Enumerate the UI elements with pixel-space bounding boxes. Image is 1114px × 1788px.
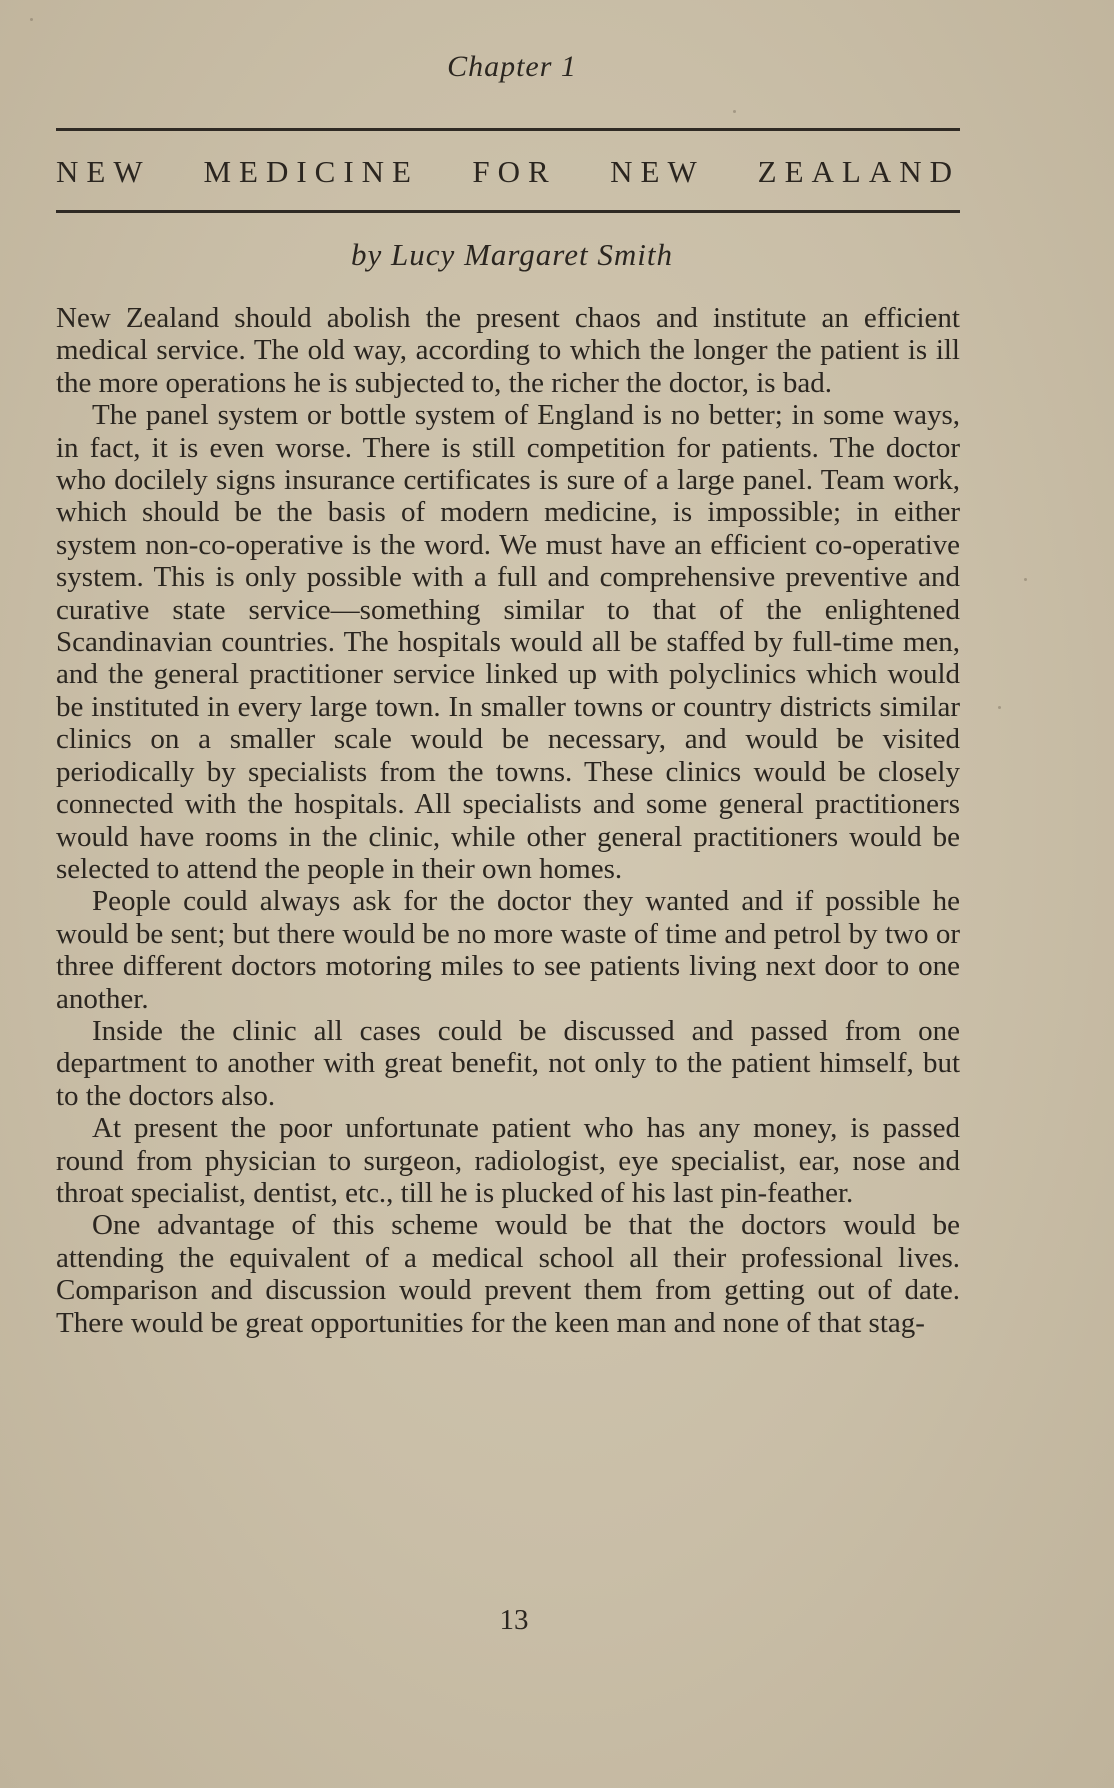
paragraph: Inside the clinic all cases could be discussed and passed from one department to another with great benefit, not only to the patient himself, but to the doctors also. (56, 1014, 960, 1112)
chapter-heading: Chapter 1 (447, 50, 577, 83)
title-rule-top (56, 128, 960, 131)
paragraph: The panel system or bottle system of England is no better; in some ways, in fact, it is even worse. There is still competition for patients. The doctor who docilely signs insurance certificates is sure of a large panel. Team work, which should be the basis of modern medicine, is impossible; in either system non-co-operative is the word. We must have an efficient co-operative system. This is only possible with a full and comprehensive preventive and curative state service—something similar to that of the enlightened Scandinavian countries. The hospitals would all be staffed by full-time men, and the general practitioner service linked up with polyclinics which would be instituted in every large town. In smaller towns or country districts similar clinics on a smaller scale would be necessary, and would be visited periodically by specialists from the towns. These clinics would be closely connected with the hospitals. All specialists and some general practitioners would have rooms in the clinic, while other general practitioners would be selected to attend the people in their own homes. (56, 399, 960, 885)
paragraph: One advantage of this scheme would be that the doctors would be attending the equivalent of a medical school all their professional lives. Comparison and discussion would prevent them from getting out of date. There would be great opportunities for the keen man and none of that stag- (56, 1209, 960, 1339)
paper-speck (998, 706, 1001, 709)
paragraph: New Zealand should abolish the present chaos and institute an efficient medical service. The old way, according to which the longer the patient is ill the more operations he is subjected to, the richer the doctor, is bad. (56, 302, 960, 399)
paper-speck (733, 110, 736, 113)
paper-speck (30, 18, 33, 21)
paragraph: At present the poor unfortunate patient who has any money, is passed round from physician to surgeon, radiologist, eye specialist, ear, nose and throat specialist, dentist, etc., till he is plucked of his last pin-feather. (56, 1112, 960, 1209)
article-body (56, 302, 960, 1339)
paragraph: People could always ask for the doctor they wanted and if possible he would be sent; but there would be no more waste of time and petrol by two or three different doctors motoring miles to see patients living next door to one another. (56, 885, 960, 1015)
page-number: 13 (499, 1604, 529, 1636)
title-rule-bottom (56, 210, 960, 213)
author-byline: by Lucy Margaret Smith (351, 237, 673, 272)
paper-speck (1024, 578, 1027, 581)
article-title: NEW MEDICINE FOR NEW ZEALAND (56, 154, 960, 189)
